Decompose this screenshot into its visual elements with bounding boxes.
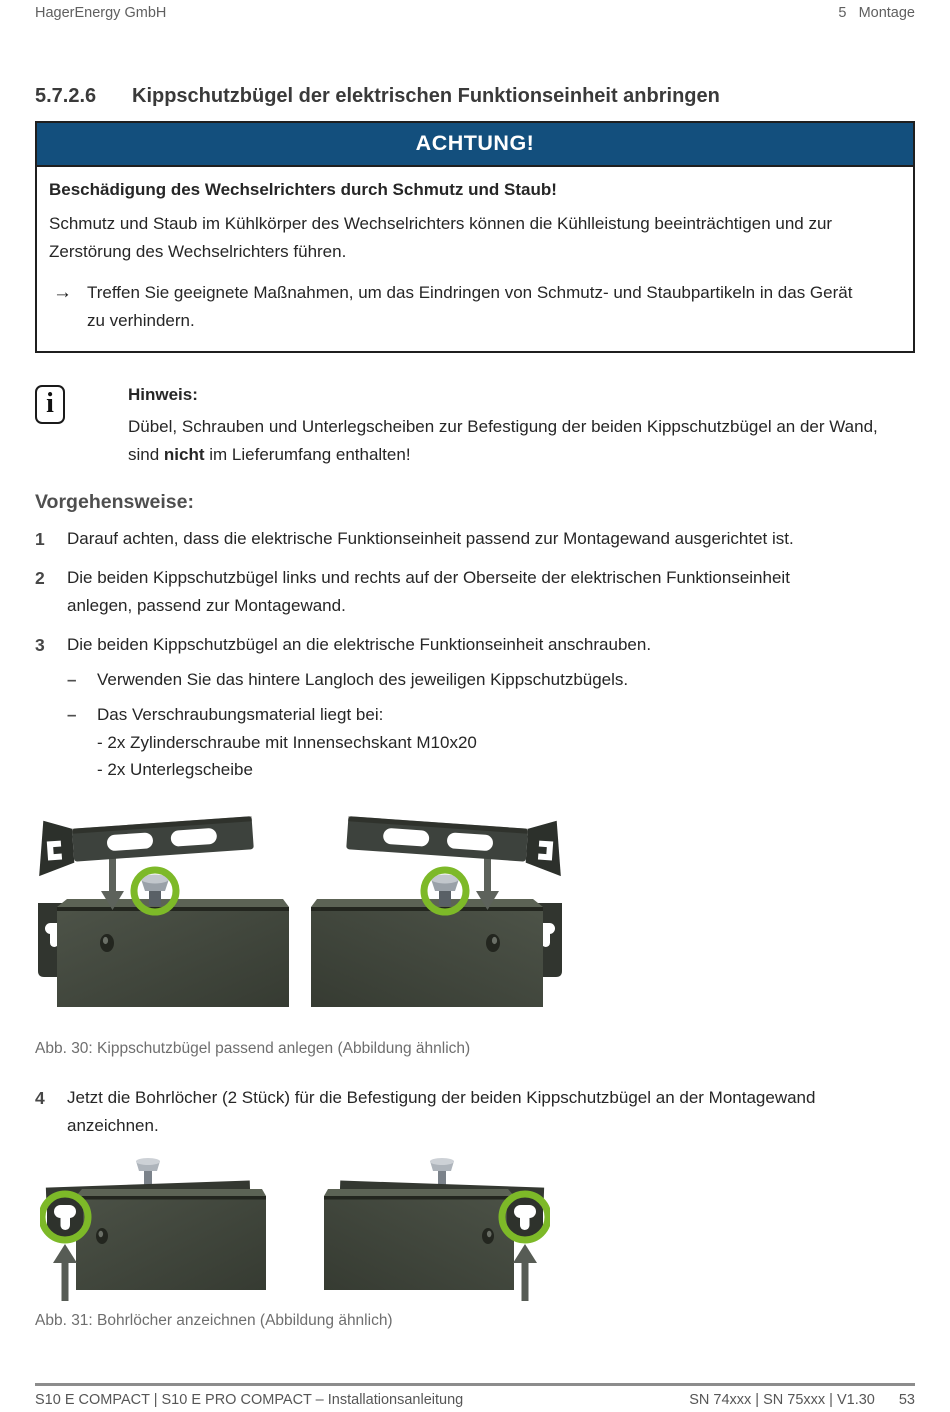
figure-30-caption: Abb. 30: Kippschutzbügel passend anlegen (Abbildung ähnlich) — [35, 1040, 471, 1057]
note-text-pre: Dübel, Schrauben und Unterlegscheiben zur Befestigung der beiden Kippschutzbügel an der Wand, sind — [128, 417, 878, 464]
page-footer — [35, 1383, 915, 1408]
substep-1 — [67, 666, 915, 694]
note-body — [128, 413, 890, 469]
warning-subject: Beschädigung des Wechselrichters durch Schmutz und Staub! — [49, 180, 557, 199]
footer-page-number: 53 — [898, 1392, 915, 1408]
note-title: Hinweis: — [128, 385, 198, 404]
substep-text: Verwenden Sie das hintere Langloch des jeweiligen Kippschutzbügels. — [97, 670, 629, 689]
section-heading — [35, 85, 915, 108]
figure-31-caption: Abb. 31: Bohrlöcher anzeichnen (Abbildung ähnlich) — [35, 1312, 393, 1329]
warning-content — [37, 167, 913, 351]
step-2 — [35, 564, 915, 620]
header-company: HagerEnergy GmbH — [35, 5, 167, 21]
note-text-post: im Lieferumfang enthalten! — [204, 445, 411, 464]
substep-detail-line: - 2x Zylinderschraube mit Innensechskant M10x20 — [97, 733, 477, 752]
note-block — [35, 383, 915, 469]
header-chapter: 5 Montage — [838, 5, 915, 21]
step-number: 4 — [35, 1088, 45, 1108]
warning-body-text: Schmutz und Staub im Kühlkörper des Wechselrichters können die Kühlleistung beeinträchtigen und zur Zerstörung des Wechselrichters führen. — [49, 214, 833, 261]
step-number: 2 — [35, 568, 45, 588]
arrow-right-icon: → — [53, 282, 72, 303]
warning-action-text: Treffen Sie geeignete Maßnahmen, um das Eindringen von Schmutz- und Staubpartikeln in das Gerät zu verhindern. — [87, 283, 853, 330]
step-text: Jetzt die Bohrlöcher (2 Stück) für die Befestigung der beiden Kippschutzbügel an der Montagewand anzeichnen. — [67, 1088, 816, 1135]
step-text: Darauf achten, dass die elektrische Funktionseinheit passend zur Montagewand ausgerichtet ist. — [67, 529, 794, 548]
footer-serial-version: SN 74xxx | SN 75xxx | V1.30 — [689, 1392, 875, 1408]
warning-action — [49, 279, 901, 335]
info-icon: i — [35, 385, 65, 424]
section-number: 5.7.2.6 — [35, 85, 97, 107]
dash-bullet: – — [67, 705, 77, 724]
step-1 — [35, 525, 915, 553]
step-text: Die beiden Kippschutzbügel an die elektrische Funktionseinheit anschrauben. — [67, 635, 652, 654]
section-title: Kippschutzbügel der elektrischen Funktionseinheit anbringen — [132, 85, 720, 107]
warning-banner: ACHTUNG! — [37, 123, 913, 167]
procedure-heading: Vorgehensweise: — [35, 491, 194, 513]
step-text: Die beiden Kippschutzbügel links und rechts auf der Oberseite der elektrischen Funktionseinheit anlegen, passend zur Montagewand. — [67, 568, 790, 615]
note-text-bold: nicht — [163, 445, 205, 464]
figure-31-illustration — [40, 1156, 550, 1306]
dash-bullet: – — [67, 670, 77, 689]
step-number: 3 — [35, 635, 45, 655]
page-header — [35, 5, 915, 21]
warning-box — [35, 121, 915, 353]
note-content — [128, 383, 890, 469]
step-number: 1 — [35, 529, 45, 549]
footer-document-title: S10 E COMPACT | S10 E PRO COMPACT – Installationsanleitung — [35, 1392, 464, 1408]
substep-detail-line: - 2x Unterlegscheibe — [97, 760, 253, 779]
substep-text: Das Verschraubungsmaterial liegt bei: — [97, 705, 384, 724]
step-4 — [35, 1084, 915, 1140]
substep-2 — [67, 701, 915, 729]
figure-30-illustration — [35, 811, 565, 1016]
step-3 — [35, 631, 915, 659]
